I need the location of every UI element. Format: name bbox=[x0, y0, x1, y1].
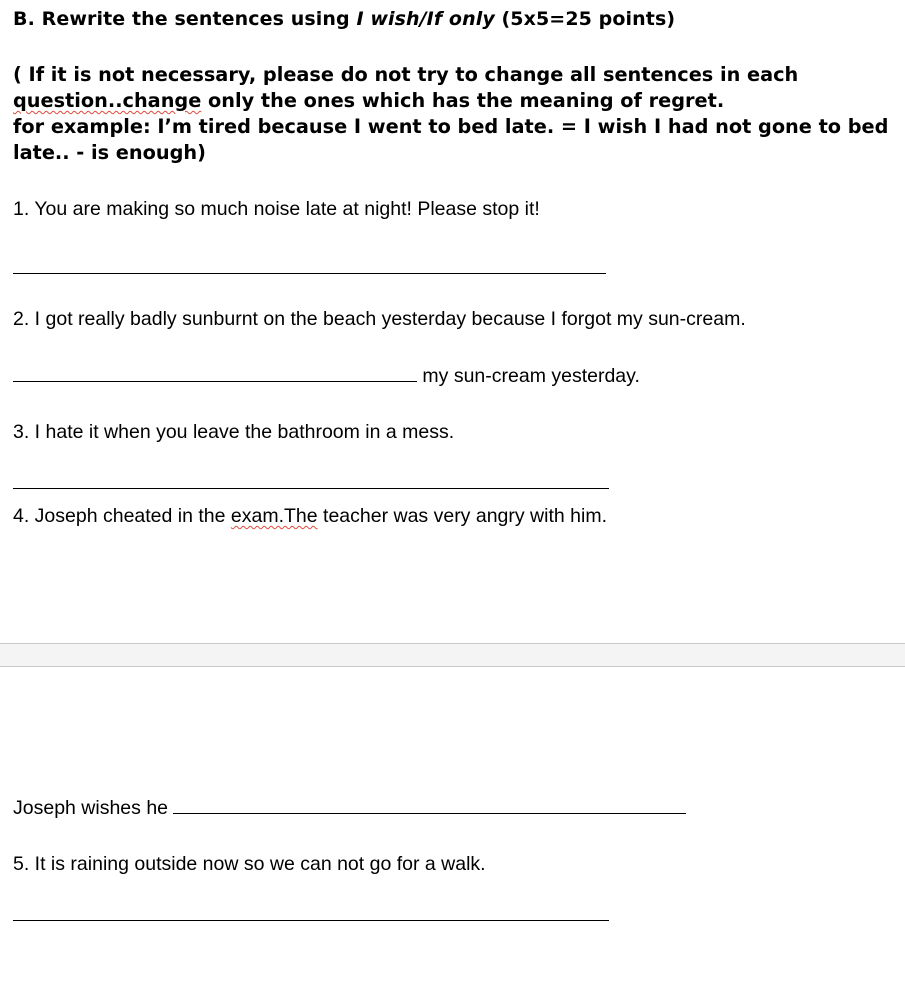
question-3: 3. I hate it when you leave the bathroom in a mess. bbox=[13, 421, 455, 443]
answer-2-tail: my sun-cream yesterday. bbox=[422, 365, 640, 387]
question-2: 2. I got really badly sunburnt on the beach yesterday because I forgot my sun-cream. bbox=[13, 308, 746, 330]
spellcheck-flagged-text: exam.The bbox=[230, 505, 318, 527]
instruction-example-line: for example: I’m tired because I went to bed late. = I wish I had not gone to bed bbox=[13, 115, 889, 138]
question-1: 1. You are making so much noise late at night! Please stop it! bbox=[13, 198, 540, 220]
question-5: 5. It is raining outside now so we can not go for a walk. bbox=[13, 853, 486, 875]
answer-blank-1[interactable] bbox=[13, 273, 606, 274]
heading-suffix: (5x5=25 points) bbox=[494, 8, 676, 30]
heading-prefix: B. Rewrite the sentences using bbox=[13, 8, 357, 30]
spellcheck-flagged-text: question..change bbox=[13, 89, 202, 112]
page-break bbox=[0, 643, 905, 667]
document-page-2 bbox=[0, 667, 905, 1005]
question-4-start: 4. Joseph cheated in the bbox=[13, 505, 231, 527]
question-4 bbox=[13, 505, 607, 528]
answer-blank-4[interactable] bbox=[173, 812, 686, 814]
answer-blank-5[interactable] bbox=[13, 920, 609, 921]
instruction-line-4: late.. - is enough) bbox=[13, 141, 206, 164]
instruction-line-2-rest: only the ones which has the meaning of regret. bbox=[201, 89, 725, 112]
answer-line-2 bbox=[13, 365, 640, 388]
instruction-line-2 bbox=[13, 89, 724, 112]
instruction-line-1: ( If it is not necessary, please do not try to change all sentences in each bbox=[13, 63, 799, 86]
section-heading bbox=[13, 8, 675, 30]
question-4-end: teacher was very angry with him. bbox=[317, 505, 607, 527]
answer-4-prefix: Joseph wishes he bbox=[13, 797, 169, 819]
heading-emphasis: I wish/If only bbox=[356, 8, 495, 30]
answer-line-4 bbox=[13, 797, 686, 820]
answer-blank-3[interactable] bbox=[13, 488, 609, 489]
answer-blank-2[interactable] bbox=[13, 380, 417, 382]
